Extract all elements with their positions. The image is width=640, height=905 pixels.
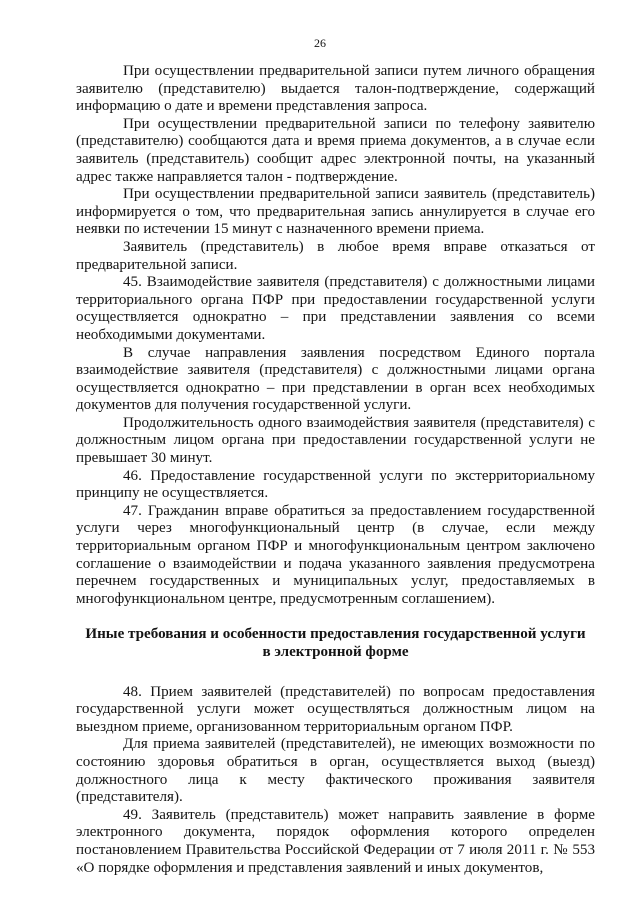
paragraph-45-portal: В случае направления заявления посредством Единого портала взаимодействие заявителя (представителя) с должностными лицами органа осуществляется однократно – при представлении в орган всех необходимых документов для получения государственной услуги.: [76, 344, 595, 414]
paragraph-45: 45. Взаимодействие заявителя (представителя) с должностными лицами территориального органа ПФР при предоставлении государственной услуги осуществляется однократно – при представлении заявления со всеми необходимыми документами.: [76, 274, 595, 343]
paragraph-prerecord-in-person: При осуществлении предварительной записи путем личного обращения заявителю (представителю) выдается талон-подтверждение, содержащий информацию о дате и времени представления запроса.: [76, 63, 595, 115]
paragraph-47: 47. Гражданин вправе обратиться за предоставлением государственной услуги через многофункциональный центр (в случае, если между территориальным органом ПФР и многофункциональным центром заключено соглашение о взаимодействии и подача указанного заявления предусмотрена перечнем государственных и муниципальных услуг, предоставляемых в многофункциональном центре, предусмотренным соглашением).: [76, 502, 595, 607]
document-body: [76, 63, 595, 877]
paragraph-48: 48. Прием заявителей (представителей) по вопросам предоставления государственной услуги может осуществляться должностным лицом на выездном приеме, организованном территориальным органом ПФР.: [76, 683, 595, 735]
page-number: 26: [314, 36, 326, 50]
paragraph-45-duration: Продолжительность одного взаимодействия заявителя (представителя) с должностным лицом органа при предоставлении государственной услуги не превышает 30 минут.: [76, 414, 595, 467]
paragraph-49: 49. Заявитель (представитель) может направить заявление в форме электронного документа, порядок оформления которого определен постановлением Правительства Российской Федерации от 7 июля 2011 г. № 553 «О порядке оформления и представления заявлений и иных документов,: [76, 806, 595, 876]
paragraph-prerecord-cancel: При осуществлении предварительной записи заявитель (представитель) информируется о том, что предварительная запись аннулируется в случае его неявки по истечении 15 минут с назначенного времени приема.: [76, 186, 595, 238]
paragraph-46: 46. Предоставление государственной услуги по экстерриториальному принципу не осуществляется.: [76, 467, 595, 502]
paragraph-prerecord-refuse: Заявитель (представитель) в любое время вправе отказаться от предварительной записи.: [76, 238, 595, 273]
paragraph-48-home-visit: Для приема заявителей (представителей), не имеющих возможности по состоянию здоровья обратиться в орган, осуществляется выход (выезд) должностного лица к месту фактического проживания заявителя (представителя).: [76, 736, 595, 806]
section-heading: Иные требования и особенности предоставления государственной услуги в электронной форме: [85, 626, 586, 660]
paragraph-prerecord-phone: При осуществлении предварительной записи по телефону заявителю (представителю) сообщаются дата и время приема документов, а в случае если заявитель (представитель) сообщит адрес электронной почты, на указанный адрес также направляется талон - подтверждение.: [76, 115, 595, 185]
